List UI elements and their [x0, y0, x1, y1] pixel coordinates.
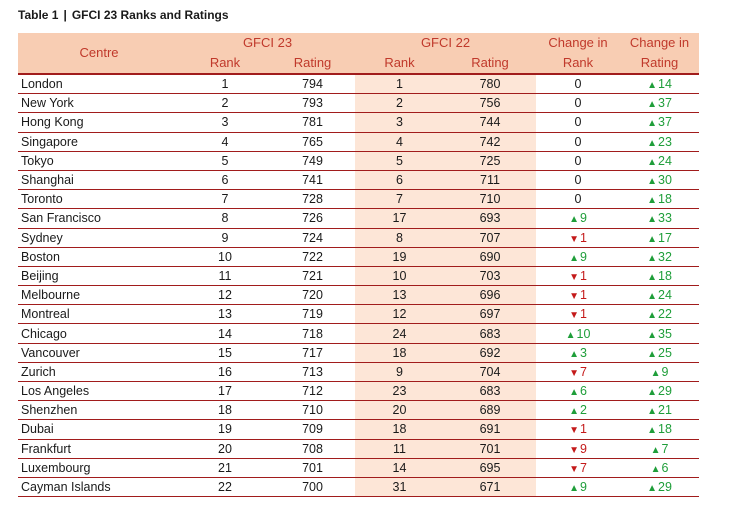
table-header: [18, 33, 699, 74]
centre-name: Chicago: [18, 324, 180, 343]
change-in-rating: [620, 382, 699, 401]
rank-23: 14: [180, 324, 270, 343]
rating-22: 725: [444, 151, 536, 170]
header-change-rank: Rank: [536, 53, 620, 74]
centre-name: Boston: [18, 247, 180, 266]
rating-23: 708: [270, 439, 355, 458]
change-value: 33: [658, 211, 672, 226]
rating-22: 692: [444, 343, 536, 362]
table-row: [18, 286, 699, 305]
triangle-up-icon: ▲: [650, 367, 661, 379]
change-value: 30: [658, 173, 672, 188]
rating-22: 689: [444, 401, 536, 420]
triangle-down-icon: ▼: [569, 310, 579, 322]
triangle-up-icon: ▲: [647, 118, 657, 130]
change-value: 0: [574, 77, 582, 92]
change-in-rating: [620, 286, 699, 305]
header-rank-23: Rank: [180, 53, 270, 74]
rank-22: 10: [355, 266, 444, 285]
rank-22: 11: [355, 439, 444, 458]
rating-23: 701: [270, 458, 355, 477]
change-in-rating: [620, 74, 699, 94]
change-value: 0: [574, 134, 582, 149]
change-in-rank: [536, 113, 620, 132]
rank-22: 31: [355, 477, 444, 496]
table-row: [18, 190, 699, 209]
centre-name: Shanghai: [18, 170, 180, 189]
rank-22: 13: [355, 286, 444, 305]
rank-22: 20: [355, 401, 444, 420]
rank-22: 9: [355, 362, 444, 381]
rating-23: 709: [270, 420, 355, 439]
triangle-up-icon: ▲: [647, 99, 657, 111]
rank-22: 19: [355, 247, 444, 266]
change-value: 25: [658, 345, 672, 360]
rank-23: 8: [180, 209, 270, 228]
centre-name: Beijing: [18, 266, 180, 285]
rating-22: 683: [444, 382, 536, 401]
centre-name: Cayman Islands: [18, 477, 180, 496]
rank-23: 3: [180, 113, 270, 132]
change-in-rank: [536, 439, 620, 458]
centre-name: Montreal: [18, 305, 180, 324]
change-in-rating: [620, 132, 699, 151]
rating-22: 683: [444, 324, 536, 343]
change-value: 0: [574, 153, 582, 168]
change-value: 32: [658, 249, 672, 264]
centre-name: San Francisco: [18, 209, 180, 228]
change-value: 7: [579, 460, 587, 475]
centre-name: Dubai: [18, 420, 180, 439]
triangle-up-icon: ▲: [647, 176, 657, 188]
centre-name: Tokyo: [18, 151, 180, 170]
rating-22: 704: [444, 362, 536, 381]
header-rank-22: Rank: [355, 53, 444, 74]
centre-name: London: [18, 74, 180, 94]
rank-22: 14: [355, 458, 444, 477]
change-value: 18: [658, 192, 672, 207]
change-value: 0: [574, 115, 582, 130]
table-row: [18, 362, 699, 381]
table-row: [18, 151, 699, 170]
table-row: [18, 401, 699, 420]
triangle-up-icon: ▲: [569, 252, 579, 264]
rating-23: 722: [270, 247, 355, 266]
triangle-down-icon: ▼: [569, 444, 579, 456]
rating-22: 691: [444, 420, 536, 439]
rating-23: 720: [270, 286, 355, 305]
rating-22: 711: [444, 170, 536, 189]
rank-22: 2: [355, 94, 444, 113]
rating-22: 780: [444, 74, 536, 94]
table-title: GFCI 23 Ranks and Ratings: [71, 8, 229, 22]
change-in-rating: [620, 190, 699, 209]
rating-23: 794: [270, 74, 355, 94]
triangle-up-icon: ▲: [650, 444, 661, 456]
rating-22: 671: [444, 477, 536, 496]
change-in-rating: [620, 420, 699, 439]
rating-23: 713: [270, 362, 355, 381]
change-in-rating: [620, 477, 699, 496]
change-value: 24: [658, 153, 672, 168]
rank-22: 8: [355, 228, 444, 247]
table-row: [18, 113, 699, 132]
change-value: 17: [658, 230, 672, 245]
rank-22: 5: [355, 151, 444, 170]
triangle-down-icon: ▼: [569, 463, 579, 475]
change-in-rating: [620, 113, 699, 132]
centre-name: Singapore: [18, 132, 180, 151]
rank-23: 2: [180, 94, 270, 113]
ranks-ratings-table: [18, 33, 699, 497]
change-value: 1: [579, 230, 587, 245]
triangle-up-icon: ▲: [569, 348, 579, 360]
table-row: [18, 324, 699, 343]
triangle-up-icon: ▲: [647, 310, 657, 322]
change-in-rating: [620, 324, 699, 343]
change-in-rank: [536, 209, 620, 228]
rank-22: 18: [355, 343, 444, 362]
rank-22: 18: [355, 420, 444, 439]
rank-23: 10: [180, 247, 270, 266]
rank-23: 9: [180, 228, 270, 247]
triangle-up-icon: ▲: [569, 483, 579, 495]
change-in-rating: [620, 362, 699, 381]
rank-23: 21: [180, 458, 270, 477]
rating-22: 701: [444, 439, 536, 458]
triangle-down-icon: ▼: [569, 271, 579, 283]
change-in-rating: [620, 458, 699, 477]
change-in-rating: [620, 266, 699, 285]
header-change-rating-top: Change in: [620, 33, 699, 53]
change-value: 10: [576, 326, 591, 341]
triangle-up-icon: ▲: [565, 329, 576, 341]
triangle-up-icon: ▲: [569, 214, 579, 226]
triangle-up-icon: ▲: [647, 329, 657, 341]
rank-23: 19: [180, 420, 270, 439]
rank-22: 17: [355, 209, 444, 228]
change-in-rank: [536, 324, 620, 343]
change-value: 14: [658, 77, 672, 92]
change-value: 6: [661, 460, 669, 475]
change-in-rank: [536, 382, 620, 401]
change-value: 0: [574, 173, 582, 188]
table-row: [18, 439, 699, 458]
change-value: 29: [658, 384, 672, 399]
triangle-up-icon: ▲: [647, 483, 657, 495]
rating-23: 781: [270, 113, 355, 132]
change-value: 37: [658, 96, 672, 111]
rank-23: 4: [180, 132, 270, 151]
rank-23: 7: [180, 190, 270, 209]
rank-22: 6: [355, 170, 444, 189]
rank-23: 16: [180, 362, 270, 381]
change-in-rating: [620, 151, 699, 170]
rank-23: 11: [180, 266, 270, 285]
rating-22: 742: [444, 132, 536, 151]
rating-23: 741: [270, 170, 355, 189]
table-row: [18, 305, 699, 324]
rank-23: 17: [180, 382, 270, 401]
centre-name: Vancouver: [18, 343, 180, 362]
change-value: 24: [658, 288, 672, 303]
rank-22: 23: [355, 382, 444, 401]
change-value: 1: [579, 422, 587, 437]
change-in-rating: [620, 343, 699, 362]
change-in-rank: [536, 305, 620, 324]
change-in-rating: [620, 247, 699, 266]
triangle-down-icon: ▼: [569, 233, 579, 245]
header-change-rank-top: Change in: [536, 33, 620, 53]
rating-22: 756: [444, 94, 536, 113]
change-in-rank: [536, 74, 620, 94]
caption-separator: |: [63, 8, 67, 22]
rating-23: 724: [270, 228, 355, 247]
change-in-rating: [620, 209, 699, 228]
table-row: [18, 132, 699, 151]
table-row: [18, 458, 699, 477]
change-value: 0: [574, 96, 582, 111]
change-in-rank: [536, 458, 620, 477]
triangle-down-icon: ▼: [569, 425, 579, 437]
centre-name: Zurich: [18, 362, 180, 381]
triangle-up-icon: ▲: [647, 214, 657, 226]
change-in-rank: [536, 151, 620, 170]
rating-23: 710: [270, 401, 355, 420]
change-in-rank: [536, 228, 620, 247]
triangle-up-icon: ▲: [647, 348, 657, 360]
table-body: [18, 74, 699, 497]
rank-23: 5: [180, 151, 270, 170]
change-in-rating: [620, 439, 699, 458]
triangle-up-icon: ▲: [647, 406, 657, 418]
rank-23: 22: [180, 477, 270, 496]
change-in-rating: [620, 228, 699, 247]
header-centre: Centre: [18, 33, 180, 74]
centre-name: Toronto: [18, 190, 180, 209]
table-row: [18, 343, 699, 362]
change-value: 1: [579, 268, 587, 283]
change-value: 1: [579, 288, 587, 303]
rating-23: 717: [270, 343, 355, 362]
header-gfci22: GFCI 22: [355, 33, 536, 53]
centre-name: Sydney: [18, 228, 180, 247]
triangle-up-icon: ▲: [647, 291, 657, 303]
centre-name: Los Angeles: [18, 382, 180, 401]
change-value: 3: [579, 345, 587, 360]
table-row: [18, 209, 699, 228]
change-value: 7: [579, 364, 587, 379]
triangle-up-icon: ▲: [647, 252, 657, 264]
change-in-rank: [536, 362, 620, 381]
header-rating-23: Rating: [270, 53, 355, 74]
rating-22: 690: [444, 247, 536, 266]
rank-22: 3: [355, 113, 444, 132]
rank-22: 7: [355, 190, 444, 209]
change-value: 22: [658, 307, 672, 322]
change-in-rank: [536, 477, 620, 496]
change-value: 21: [658, 403, 672, 418]
change-in-rank: [536, 343, 620, 362]
header-change-rating: Rating: [620, 53, 699, 74]
change-value: 35: [658, 326, 672, 341]
change-in-rank: [536, 247, 620, 266]
rating-23: 718: [270, 324, 355, 343]
change-in-rating: [620, 401, 699, 420]
rating-23: 726: [270, 209, 355, 228]
triangle-up-icon: ▲: [647, 233, 657, 245]
table-row: [18, 477, 699, 496]
change-value: 23: [658, 134, 672, 149]
rank-22: 4: [355, 132, 444, 151]
rank-23: 13: [180, 305, 270, 324]
rating-23: 719: [270, 305, 355, 324]
change-value: 7: [661, 441, 669, 456]
rating-23: 712: [270, 382, 355, 401]
rating-22: 696: [444, 286, 536, 305]
centre-name: Frankfurt: [18, 439, 180, 458]
table-row: [18, 94, 699, 113]
change-value: 9: [579, 441, 587, 456]
rating-22: 707: [444, 228, 536, 247]
rank-23: 12: [180, 286, 270, 305]
triangle-up-icon: ▲: [647, 425, 657, 437]
rating-23: 728: [270, 190, 355, 209]
change-in-rating: [620, 170, 699, 189]
table-row: [18, 266, 699, 285]
triangle-down-icon: ▼: [569, 291, 579, 303]
change-value: 9: [661, 364, 669, 379]
triangle-up-icon: ▲: [569, 406, 579, 418]
change-value: 9: [579, 211, 587, 226]
centre-name: Hong Kong: [18, 113, 180, 132]
rank-23: 1: [180, 74, 270, 94]
change-value: 0: [574, 192, 582, 207]
rank-23: 6: [180, 170, 270, 189]
change-value: 37: [658, 115, 672, 130]
triangle-up-icon: ▲: [647, 156, 657, 168]
rating-22: 744: [444, 113, 536, 132]
rating-22: 697: [444, 305, 536, 324]
rank-22: 12: [355, 305, 444, 324]
rating-22: 710: [444, 190, 536, 209]
centre-name: Melbourne: [18, 286, 180, 305]
change-in-rank: [536, 266, 620, 285]
rating-23: 700: [270, 477, 355, 496]
change-value: 9: [579, 249, 587, 264]
change-value: 29: [658, 480, 672, 495]
change-in-rank: [536, 170, 620, 189]
table-row: [18, 247, 699, 266]
table-row: [18, 382, 699, 401]
change-value: 18: [658, 422, 672, 437]
table-row: [18, 420, 699, 439]
change-value: 18: [658, 268, 672, 283]
centre-name: Luxembourg: [18, 458, 180, 477]
change-value: 6: [579, 384, 587, 399]
change-value: 2: [579, 403, 587, 418]
rating-22: 703: [444, 266, 536, 285]
table-number: Table 1: [18, 8, 59, 22]
change-in-rank: [536, 286, 620, 305]
rating-23: 765: [270, 132, 355, 151]
triangle-down-icon: ▼: [569, 367, 579, 379]
change-in-rating: [620, 94, 699, 113]
rank-22: 24: [355, 324, 444, 343]
change-in-rank: [536, 190, 620, 209]
triangle-up-icon: ▲: [650, 463, 661, 475]
rank-23: 15: [180, 343, 270, 362]
rating-23: 749: [270, 151, 355, 170]
triangle-up-icon: ▲: [647, 137, 657, 149]
triangle-up-icon: ▲: [647, 387, 657, 399]
rating-23: 793: [270, 94, 355, 113]
change-in-rank: [536, 94, 620, 113]
change-in-rating: [620, 305, 699, 324]
rating-23: 721: [270, 266, 355, 285]
change-in-rank: [536, 132, 620, 151]
triangle-up-icon: ▲: [569, 387, 579, 399]
triangle-up-icon: ▲: [647, 271, 657, 283]
change-in-rank: [536, 420, 620, 439]
table-row: [18, 170, 699, 189]
triangle-up-icon: ▲: [647, 80, 657, 92]
centre-name: Shenzhen: [18, 401, 180, 420]
rank-22: 1: [355, 74, 444, 94]
rank-23: 20: [180, 439, 270, 458]
rating-22: 693: [444, 209, 536, 228]
header-rating-22: Rating: [444, 53, 536, 74]
centre-name: New York: [18, 94, 180, 113]
table-row: [18, 74, 699, 94]
rating-22: 695: [444, 458, 536, 477]
triangle-up-icon: ▲: [647, 195, 657, 207]
change-in-rank: [536, 401, 620, 420]
rank-23: 18: [180, 401, 270, 420]
change-value: 9: [579, 480, 587, 495]
table-caption: [18, 8, 229, 22]
change-value: 1: [579, 307, 587, 322]
table-row: [18, 228, 699, 247]
header-gfci23: GFCI 23: [180, 33, 355, 53]
